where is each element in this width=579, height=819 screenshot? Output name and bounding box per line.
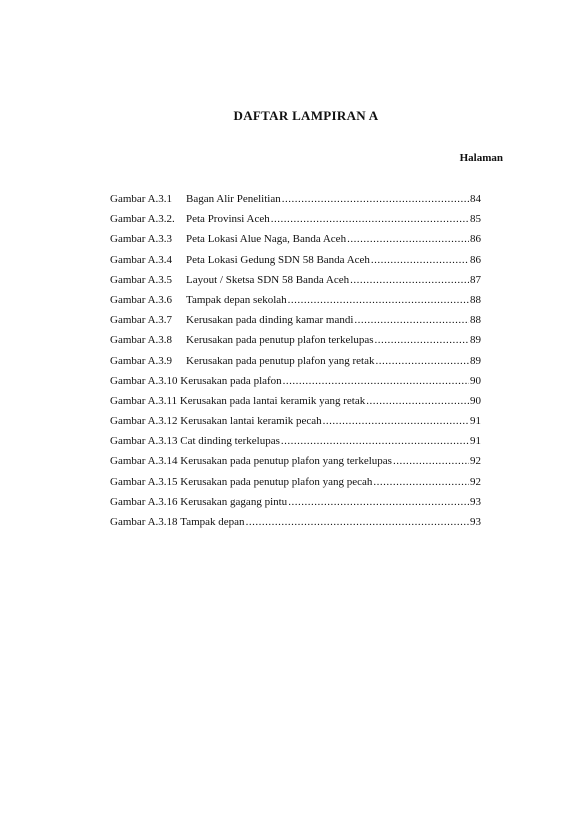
entry-page-number: 91	[470, 435, 481, 448]
entry-label: Gambar A.3.10	[110, 374, 178, 387]
entry-label: Gambar A.3.5	[110, 273, 173, 286]
entry-title: Peta Lokasi Alue Naga, Banda Aceh	[186, 233, 347, 246]
entry-label: Gambar A.3.3	[110, 233, 173, 246]
entry-page-number: 93	[470, 495, 481, 508]
list-item[interactable]	[110, 333, 481, 353]
entry-title: Kerusakan pada penutup plafon terkelupas	[186, 334, 374, 347]
dot-leader	[288, 495, 469, 509]
dot-leader	[347, 232, 469, 246]
entry-label: Gambar A.3.1	[110, 193, 173, 205]
entry-title: Kerusakan gagang pintu	[180, 495, 288, 508]
dot-leader	[393, 454, 469, 468]
dot-leader	[281, 434, 469, 448]
entry-title: Peta Lokasi Gedung SDN 58 Banda Aceh	[186, 253, 370, 266]
list-item[interactable]	[110, 293, 481, 313]
appendix-list	[110, 192, 481, 535]
entry-page-number: 88	[470, 314, 481, 327]
entry-label: Gambar A.3.11	[110, 394, 178, 407]
entry-title: Kerusakan pada penutup plafon yang terkelupas	[180, 455, 392, 468]
list-item[interactable]	[110, 394, 481, 414]
entry-label: Gambar A.3.13	[110, 435, 178, 448]
dot-leader	[350, 273, 469, 287]
entry-page-number: 87	[470, 273, 481, 286]
list-item[interactable]	[110, 495, 481, 515]
entry-page-number: 91	[470, 415, 481, 428]
dot-leader	[375, 333, 469, 347]
dot-leader	[375, 354, 469, 368]
entry-label: Gambar A.3.7	[110, 314, 173, 327]
entry-label: Gambar A.3.2.	[110, 213, 175, 226]
entry-label: Gambar A.3.9	[110, 354, 173, 367]
list-item[interactable]	[110, 313, 481, 333]
entry-page-number: 86	[470, 253, 481, 266]
dot-leader	[366, 394, 469, 408]
entry-page-number: 86	[470, 233, 481, 246]
list-item[interactable]	[110, 434, 481, 454]
entry-label: Gambar A.3.8	[110, 334, 173, 347]
entry-title: Kerusakan pada penutup plafon yang pecah	[180, 475, 373, 488]
dot-leader	[271, 212, 469, 226]
entry-title: Tampak depan sekolah	[186, 293, 287, 306]
entry-page-number: 90	[470, 394, 481, 407]
entry-title: Kerusakan pada dinding kamar mandi	[186, 314, 354, 327]
list-item[interactable]	[110, 374, 481, 394]
entry-label: Gambar A.3.18	[110, 516, 178, 528]
entry-page-number: 89	[470, 334, 481, 347]
entry-page-number: 90	[470, 374, 481, 387]
entry-label: Gambar A.3.14	[110, 455, 178, 468]
dot-leader	[283, 374, 469, 388]
list-item[interactable]	[110, 475, 481, 495]
entry-label: Gambar A.3.16	[110, 495, 178, 508]
list-item[interactable]	[110, 232, 481, 252]
list-item[interactable]	[110, 515, 481, 535]
entry-label: Gambar A.3.15	[110, 475, 178, 488]
entry-page-number: 85	[470, 213, 481, 226]
list-item[interactable]	[110, 212, 481, 232]
page-column-header: Halaman	[459, 152, 503, 164]
entry-title: Tampak depan	[180, 516, 245, 528]
list-item[interactable]	[110, 354, 481, 374]
entry-title: Kerusakan lantai keramik pecah	[180, 415, 322, 428]
entry-title: Kerusakan pada lantai keramik yang retak	[179, 394, 366, 407]
list-item[interactable]	[110, 192, 481, 212]
dot-leader	[288, 293, 469, 307]
dot-leader	[371, 253, 469, 267]
dot-leader	[323, 414, 469, 428]
dot-leader	[246, 515, 469, 529]
dot-leader	[373, 475, 469, 489]
entry-page-number: 89	[470, 354, 481, 367]
list-item[interactable]	[110, 454, 481, 474]
dot-leader	[282, 192, 469, 206]
list-item[interactable]	[110, 253, 481, 273]
entry-label: Gambar A.3.6	[110, 293, 173, 306]
entry-page-number: 92	[470, 455, 481, 468]
entry-title: Kerusakan pada penutup plafon yang retak	[186, 354, 375, 367]
entry-label: Gambar A.3.12	[110, 415, 178, 428]
dot-leader	[354, 313, 469, 327]
page-title: DAFTAR LAMPIRAN A	[233, 108, 379, 123]
entry-title: Kerusakan pada plafon	[180, 374, 282, 387]
entry-page-number: 93	[470, 516, 481, 528]
entry-page-number: 84	[470, 193, 481, 205]
list-item[interactable]	[110, 414, 481, 434]
entry-label: Gambar A.3.4	[110, 253, 173, 266]
entry-title: Layout / Sketsa SDN 58 Banda Aceh	[186, 273, 350, 286]
list-item[interactable]	[110, 273, 481, 293]
entry-page-number: 88	[470, 293, 481, 306]
entry-title: Peta Provinsi Aceh	[186, 213, 270, 226]
entry-title: Cat dinding terkelupas	[180, 435, 280, 448]
entry-page-number: 92	[470, 475, 481, 488]
entry-title: Bagan Alir Penelitian	[186, 193, 281, 205]
